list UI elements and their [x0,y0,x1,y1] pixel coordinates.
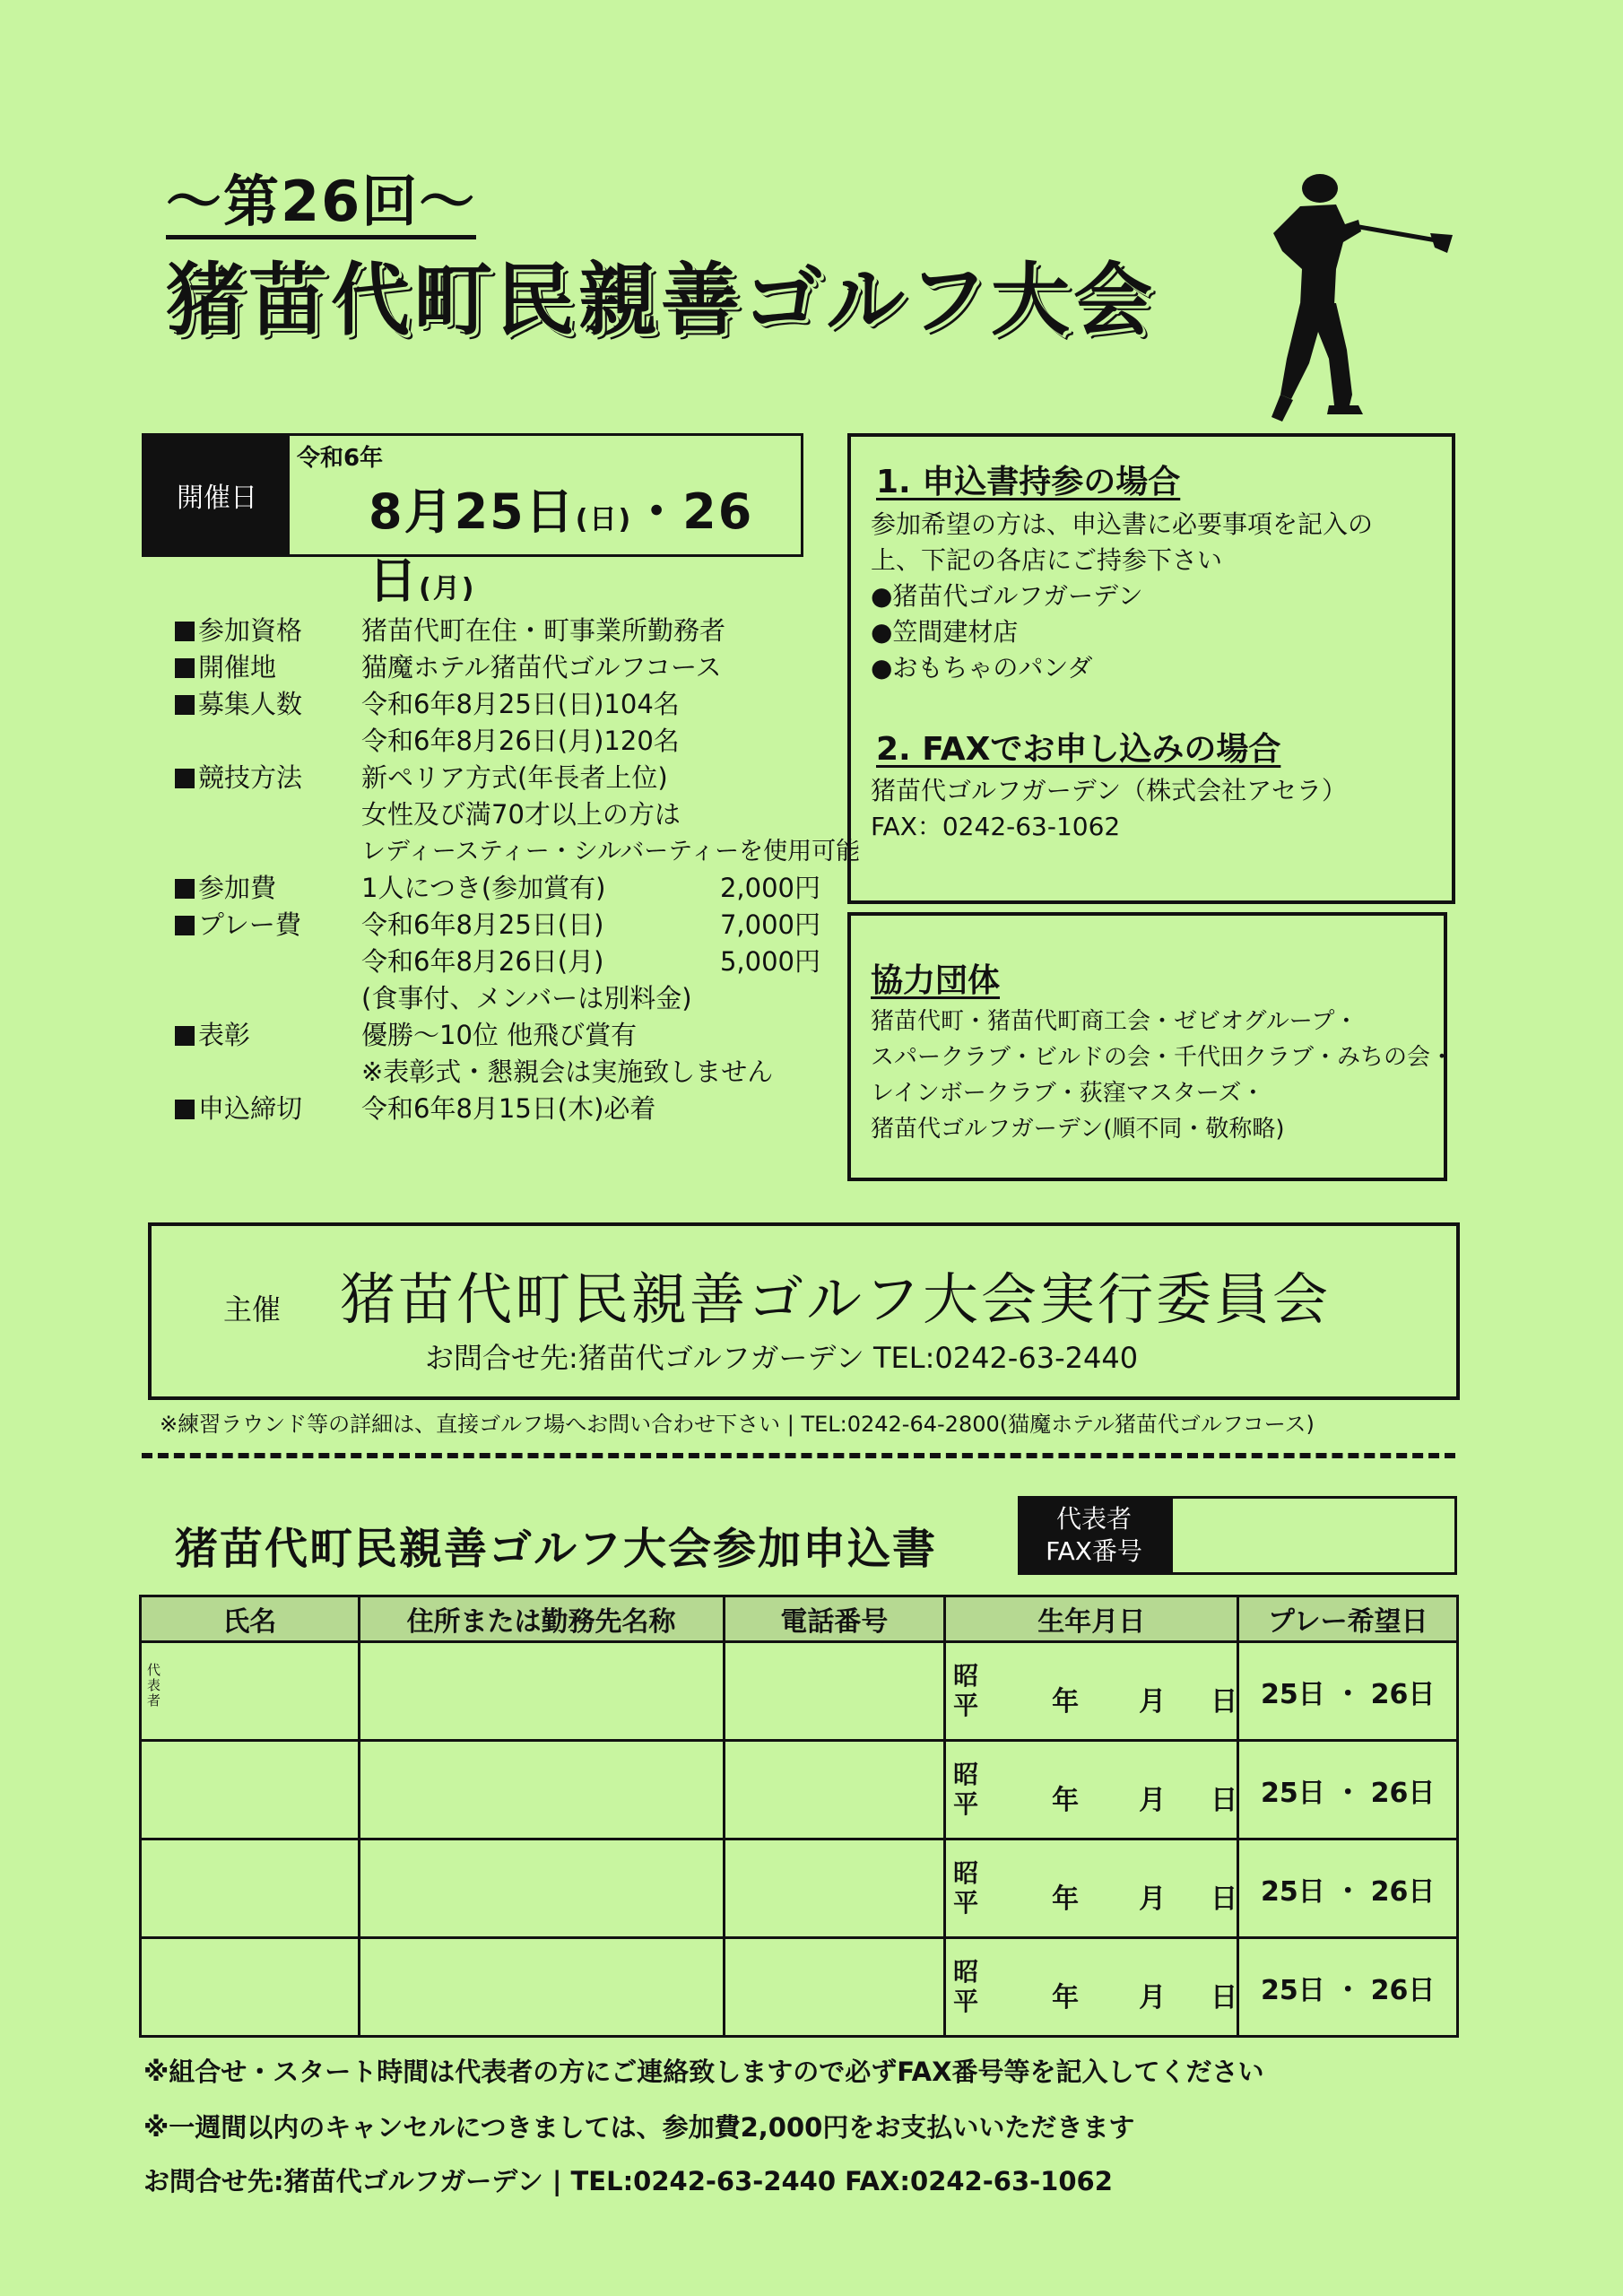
address-cell[interactable] [359,1741,724,1839]
year-label: 年 [1052,1686,1080,1718]
rep-fax-label-2: FAX番号 [1046,1536,1142,1566]
play-day-cell[interactable] [1238,1839,1458,1938]
practice-round-note: ※練習ラウンド等の詳細は、直接ゴルフ場へお問い合わせ下さい | TEL:0242-64-2800(猫魔ホテル猪苗代ゴルフコース) [160,1412,1315,1437]
event-date-box [142,433,803,609]
golfer-icon [1246,170,1462,430]
info-value-amount: 2,000円 [719,873,820,903]
info-values [361,760,860,870]
info-values [361,1091,820,1127]
event-title: 猪苗代町民親善ゴルフ大会 [166,254,1157,346]
info-value-line [361,796,860,833]
info-row [175,870,820,907]
era-heisei: 平 [953,1888,979,1918]
note-cancellation: ※一週間以内のキャンセルにつきましては、参加費2,000円をお支払いいただきます [143,2112,1135,2143]
date-label: 開催日 [144,436,290,554]
era-showa: 昭 [953,1957,979,1987]
bullet-square-icon [175,879,195,899]
in-person-text-2: 上、下記の各店にご持参下さい [871,545,1223,575]
info-value-text: 新ペリア方式(年長者上位) [361,762,668,793]
info-value-text: 令和6年8月26日(月)120名 [361,726,680,756]
info-label [175,870,361,907]
info-label-text: 表彰 [198,1020,251,1050]
store-item: ●猪苗代ゴルフガーデン [871,581,1143,611]
info-value-line [361,907,820,944]
application-methods-box [847,433,1455,904]
info-label-text: プレー費 [198,909,301,940]
fax-company: 猪苗代ゴルフガーデン（株式会社アセラ） [871,776,1347,805]
name-cell[interactable] [141,1839,360,1938]
year-label: 年 [1052,1785,1080,1816]
cooperation-line: スパークラブ・ビルドの会・千代田クラブ・みちの会・ [871,1044,1454,1071]
event-dates [369,474,801,612]
info-label-text: 競技方法 [198,762,303,793]
day-label: 日 [1211,1982,1238,2013]
date-second: 26日 [369,483,754,609]
info-label-text: 募集人数 [198,689,303,719]
info-row [175,760,861,870]
header-address: 住所または勤務先名称 [359,1596,724,1642]
info-value-text: 1人につき(参加賞有) [361,873,606,903]
cooperation-line: 猪苗代町・猪苗代町商工会・ゼビオグループ・ [871,1008,1358,1035]
birthdate-cell[interactable] [945,1938,1238,2037]
play-day-options: 25日 ・ 26日 [1261,1777,1436,1809]
header-birthdate: 生年月日 [945,1596,1238,1642]
bullet-square-icon [175,769,195,788]
cooperation-line: 猪苗代ゴルフガーデン(順不同・敬称略) [871,1116,1285,1143]
in-person-title: 1. 申込書持参の場合 [876,464,1181,500]
info-value-text: 令和6年8月25日(日)104名 [361,689,680,719]
birthdate-cell[interactable] [945,1839,1238,1938]
info-value-line [361,870,820,907]
bullet-square-icon [175,658,195,678]
date-era: 令和6年 [297,445,384,472]
event-details-list [175,613,861,1127]
info-label-text: 参加資格 [198,615,303,646]
header-phone: 電話番号 [724,1596,945,1642]
fax-title: 2. FAXでお申し込みの場合 [876,731,1281,768]
info-row [175,1091,820,1127]
info-value-text: 猪苗代町在住・町事業所勤務者 [361,615,726,646]
name-cell[interactable] [141,1741,360,1839]
info-label [175,686,361,760]
phone-cell[interactable] [724,1938,945,2037]
header-name: 氏名 [141,1596,360,1642]
day-label: 日 [1211,1785,1238,1816]
rep-fax-label [1018,1496,1170,1575]
cut-line [142,1453,1455,1458]
info-row [175,649,820,686]
info-value-text: (食事付、メンバーは別料金) [361,983,692,1013]
table-row [141,1642,1458,1741]
info-value-text: 優勝〜10位 他飛び賞有 [361,1020,638,1050]
rep-fax-field[interactable] [1170,1496,1457,1575]
note-pairing: ※組合せ・スタート時間は代表者の方にご連絡致しますので必ずFAX番号等を記入してください [143,2057,1264,2087]
era-heisei: 平 [953,1789,979,1819]
era-options [953,1661,978,1720]
info-label-text: 開催地 [198,652,277,683]
info-value-text: 令和6年8月26日(月) [361,946,604,977]
info-values [361,649,820,686]
cooperation-box [847,912,1454,1181]
info-value-line [361,723,820,760]
year-label: 年 [1052,1883,1080,1915]
info-values [361,613,820,649]
organizer-name: 猪苗代町民親善ゴルフ大会実行委員会 [340,1266,1332,1332]
bullet-square-icon [175,916,195,935]
info-label [175,760,361,870]
info-value-amount: 5,000円 [719,946,820,977]
bullet-square-icon [175,622,195,641]
info-label [175,1091,361,1127]
era-options [953,1858,978,1918]
info-value-line [361,686,820,723]
info-value-line [361,1017,820,1054]
info-value-line [361,1091,820,1127]
name-cell[interactable] [141,1938,360,2037]
era-options [953,1957,978,2016]
info-values [361,1017,820,1091]
info-values [361,907,820,1017]
info-value-line [361,980,820,1017]
info-label-text: 参加費 [198,873,277,903]
info-label [175,1017,361,1091]
info-value-line [361,833,860,870]
era-showa: 昭 [953,1661,979,1691]
era-showa: 昭 [953,1760,979,1789]
info-row [175,1017,820,1091]
cooperation-title: 協力団体 [871,962,1001,999]
play-day-cell[interactable] [1238,1642,1458,1741]
phone-cell[interactable] [724,1642,945,1741]
header-play-day: プレー希望日 [1238,1596,1458,1642]
play-day-cell[interactable] [1238,1741,1458,1839]
era-options [953,1760,978,1819]
day-label: 日 [1211,1883,1238,1915]
era-heisei: 平 [953,1987,979,2016]
rep-fax-label-1: 代表者 [1055,1504,1132,1534]
store-item: ●おもちゃのパンダ [871,653,1093,683]
bullet-square-icon [175,1100,195,1119]
info-label-text: 申込締切 [198,1093,303,1124]
bullet-square-icon [175,1026,195,1046]
info-row [175,686,820,760]
info-value-line [361,760,860,796]
organizer-box [148,1222,1460,1400]
representative-mark: 代表者 [147,1662,161,1709]
month-label: 月 [1139,1982,1167,2013]
phone-cell[interactable] [724,1741,945,1839]
info-row [175,613,820,649]
play-day-options: 25日 ・ 26日 [1261,1974,1436,2006]
table-header-row [141,1596,1458,1642]
table-row [141,1741,1458,1839]
play-day-options: 25日 ・ 26日 [1261,1678,1436,1710]
info-value-line [361,1054,820,1091]
store-item: ●笠間建材店 [871,617,1019,647]
birthdate-cell[interactable] [945,1741,1238,1839]
info-value-amount: 7,000円 [719,909,820,940]
bullet-square-icon [175,695,195,715]
info-value-text: ※表彰式・懇親会は実施致しません [361,1057,774,1087]
table-row [141,1839,1458,1938]
address-cell[interactable] [359,1642,724,1741]
info-label [175,613,361,649]
cooperation-line: レインボークラブ・荻窪マスターズ・ [871,1080,1265,1107]
info-value-text: 女性及び満70才以上の方は [361,799,681,830]
form-title: 猪苗代町民親善ゴルフ大会参加申込書 [175,1524,938,1574]
info-values [361,870,820,907]
info-values [361,686,820,760]
month-label: 月 [1139,1686,1167,1718]
date-first-dow: (日) [575,504,633,535]
info-value-text: 猫魔ホテル猪苗代ゴルフコース [361,652,722,683]
month-label: 月 [1139,1785,1167,1816]
in-person-text-1: 参加希望の方は、申込書に必要事項を記入の [871,509,1374,539]
era-showa: 昭 [953,1858,979,1888]
info-value-text: 令和6年8月25日(日) [361,909,604,940]
bottom-contact: お問合せ先:猪苗代ゴルフガーデン | TEL:0242-63-2440 FAX:0242-63-1062 [143,2166,1113,2196]
table-row [141,1938,1458,2037]
info-value-line [361,944,820,980]
date-first: 8月25日 [369,483,576,540]
address-cell[interactable] [359,1938,724,2037]
birthdate-cell[interactable] [945,1642,1238,1741]
month-label: 月 [1139,1883,1167,1915]
organizer-contact: お問合せ先:猪苗代ゴルフガーデン TEL:0242-63-2440 [425,1341,1139,1375]
date-second-dow: (月) [419,573,476,604]
fax-number: FAX：0242-63-1062 [871,812,1121,841]
info-label [175,649,361,686]
info-value-text: レディースティー・シルバーティーを使用可能 [361,838,861,865]
address-cell[interactable] [359,1839,724,1938]
info-label [175,907,361,1017]
era-heisei: 平 [953,1691,979,1720]
year-label: 年 [1052,1982,1080,2013]
application-table [139,1595,1459,2038]
edition-heading: 〜第26回〜 [166,170,476,239]
name-cell[interactable] [141,1642,360,1741]
info-row [175,907,820,1017]
date-separator: ・ [632,483,683,540]
info-value-line [361,613,820,649]
phone-cell[interactable] [724,1839,945,1938]
info-value-line [361,649,820,686]
day-label: 日 [1211,1686,1238,1718]
play-day-cell[interactable] [1238,1938,1458,2037]
info-value-text: 令和6年8月15日(木)必着 [361,1093,656,1124]
organizer-label: 主催 [223,1292,282,1326]
play-day-options: 25日 ・ 26日 [1261,1875,1436,1908]
